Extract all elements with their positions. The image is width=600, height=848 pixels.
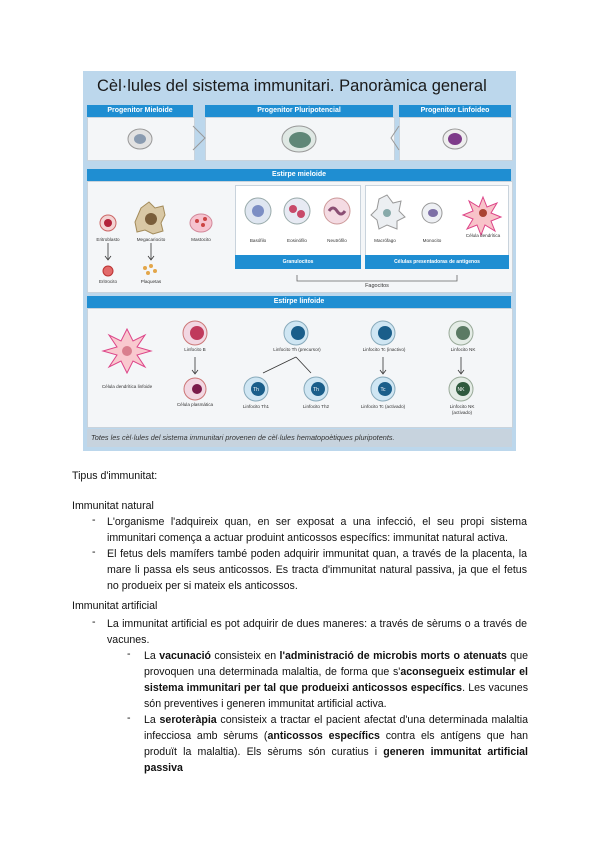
serum-paragraph <box>144 712 528 776</box>
basophil-cell <box>245 198 271 224</box>
eosinophil-cell <box>284 198 310 224</box>
erythroblast-cell <box>100 215 116 231</box>
label-platelets: Plaquetas <box>140 279 162 284</box>
label-neutrophil: Neutrófilo <box>327 238 347 243</box>
label-th-precursor: Linfocito Th (precursor) <box>273 347 321 352</box>
serum-text-2: consisteix a tractar el pacient afectat d'una determinada malaltia infecciosa amb sèrums ( <box>144 714 528 742</box>
label-b-lymphocyte: Linfocito B <box>184 347 206 352</box>
tc-resting-cell <box>371 321 395 345</box>
label-megakaryocyte: Megacariocito <box>136 237 166 242</box>
th2-mark: Th <box>313 387 319 393</box>
tc-mark: Tc <box>380 387 386 393</box>
label-tc-active: Linfocito Tc (activado) <box>360 404 406 409</box>
artificial-item: La immunitat artificial es pot adquirir de dues maneres: a través de sèrums o a través de vacunes. <box>107 618 527 646</box>
intro-line: Tipus d'immunitat: <box>72 470 158 482</box>
label-phagocytes: Fagocitos <box>365 283 389 289</box>
natural-item-2: El fetus dels mamífers també poden adquirir immunitat quan, a través de la placenta, la mare li passa els seus anticossos. Es tracta d'immunitat natural passiva, ja que el fetus no produeix per si mateix els anticossos. <box>107 548 527 592</box>
bullet-dash: - <box>92 616 96 628</box>
artificial-heading: Immunitat artificial <box>72 600 158 612</box>
bullet-dash: - <box>92 546 96 558</box>
dendritic-cell <box>463 197 501 235</box>
serum-bold-2: anticossos específics <box>267 730 380 742</box>
pluripotent-progenitor-cell <box>282 126 316 152</box>
natural-item-1: L'organisme l'adquireix quan, en ser exposat a una infecció, el seu propi sistema immunitari comença a actuar produint anticossos específics: immunitat natural activa. <box>107 516 527 544</box>
th-precursor-cell <box>284 321 308 345</box>
label-lymphoid-dendritic: Célula dendrítica linfoide <box>101 384 153 389</box>
immune-cells-figure <box>83 71 516 451</box>
serum-text-3: contra els antígens que han produït la malaltia). Els sèrums són curatius i <box>144 730 528 758</box>
b-lymphocyte-cell <box>183 321 207 345</box>
label-macrophage: Macrófago <box>374 238 396 243</box>
header-lymphoid-lineage: Estirpe linfoide <box>87 296 511 308</box>
monocyte-cell <box>422 203 442 223</box>
bullet-dash: - <box>92 514 96 526</box>
label-th2: Linfocito Th2 <box>302 404 330 409</box>
label-eosinophil: Eosinófilo <box>287 238 307 243</box>
label-mastocyte: Mastocito <box>191 237 211 242</box>
nk-cell <box>449 321 473 345</box>
vaccine-text-1: La <box>144 650 160 662</box>
label-tc-resting: Linfocito Tc (inactivo) <box>362 347 406 352</box>
vaccine-text-2: consisteix en <box>211 650 280 662</box>
erythrocyte-cell <box>103 266 113 276</box>
label-apc: Células presentadoras de antígenos <box>365 255 509 269</box>
header-myeloid-lineage: Estirpe mieloide <box>87 169 511 181</box>
vaccine-text-4: . Les vacunes són preventives i generen immunitat artificial activa. <box>144 682 528 710</box>
lymphoid-arrows <box>192 357 464 374</box>
vaccine-bold-3: aconsegueix estimular el sistema immunitari per tal que produeixi anticossos específics <box>144 666 528 694</box>
vaccine-paragraph <box>144 648 528 712</box>
label-monocyte: Monocito <box>422 238 442 243</box>
macrophage-cell <box>371 195 405 229</box>
neutrophil-cell <box>324 198 350 224</box>
label-nk-active: Linfocito NK (activado) <box>449 404 475 415</box>
mastocyte-cell <box>190 214 212 232</box>
label-erythroblast: Eritroblasto <box>96 237 120 242</box>
sub-bullet-dash: - <box>127 712 131 724</box>
megakaryocyte-cell <box>135 202 165 234</box>
label-th1: Linfocito Th1 <box>242 404 270 409</box>
serum-text-1: La <box>144 714 160 726</box>
th1-mark: Th <box>253 387 259 393</box>
vaccine-bold-2: l'administració de microbis morts o atenuats <box>279 650 507 662</box>
lymphoid-progenitor-cell <box>443 129 467 149</box>
platelets-cells <box>143 264 157 275</box>
phagocytes-bracket <box>297 275 457 281</box>
label-nk: Linfocito NK <box>450 347 476 352</box>
natural-heading: Immunitat natural <box>72 500 154 512</box>
nk-mark: NK <box>457 387 465 393</box>
megakaryocyte-arrow <box>148 243 154 260</box>
label-basophil: Basófilo <box>249 238 267 243</box>
lymphoid-dendritic-cell <box>103 329 151 373</box>
label-granulocytes: Granulocitos <box>235 255 361 269</box>
label-dendritic-cell: Célula dendrítica <box>465 233 501 238</box>
header-pluripotent-progenitor: Progenitor Pluripotencial <box>205 105 393 117</box>
sub-bullet-dash: - <box>127 648 131 660</box>
vaccine-text-3: que provoquen una determinada malaltia, de forma que s' <box>144 650 528 678</box>
label-plasma-cell: Célula plasmática <box>176 402 214 407</box>
myeloid-progenitor-cell <box>128 129 152 149</box>
header-myeloid-progenitor: Progenitor Mieloide <box>87 105 193 117</box>
serum-bold-1: seroteràpia <box>159 714 217 726</box>
erythroblast-arrow <box>105 243 111 260</box>
plasma-cell <box>184 378 206 400</box>
label-erythrocyte: Eritrocito <box>98 279 118 284</box>
serum-bold-3: generen immunitat artificial passiva <box>144 746 528 774</box>
vaccine-bold-1: vacunació <box>159 650 212 662</box>
figure-caption: Totes les cèl·lules del sistema immunitari provenen de cèl·lules hematopoètiques pluripotents. <box>87 429 512 447</box>
header-lymphoid-progenitor: Progenitor Linfoideo <box>399 105 511 117</box>
figure-title: Cèl·lules del sistema immunitari. Panoràmica general <box>97 77 487 95</box>
